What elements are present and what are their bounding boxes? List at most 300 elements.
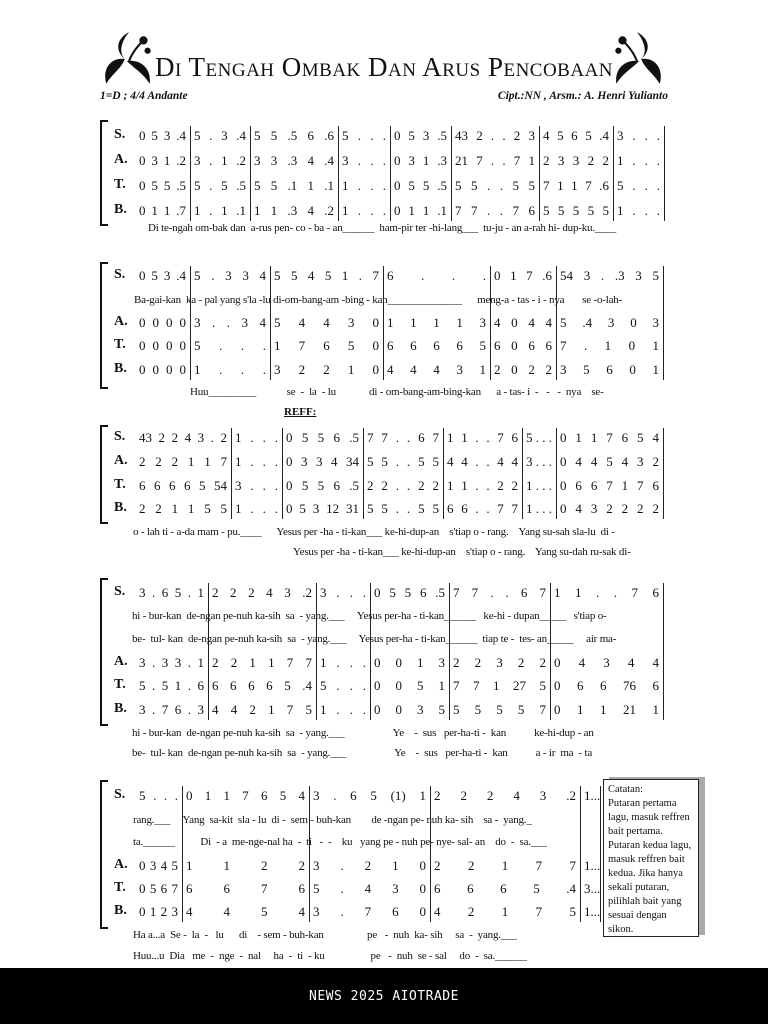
note: 1: [528, 153, 535, 168]
note: 4: [590, 454, 598, 469]
lyric-line: Yesus per -ha - ti-kan___ ke-hi-dup-an s'tiap o - rang. Yang su-dah ru-sak di-: [293, 546, 631, 558]
note: .: [209, 178, 213, 193]
lyric-line: Di te-ngah om-bak dan a-rus pen- co - ba - an______ ham-pir ter -hi-lang___ tu-ju - an a-rah hi- dup-ku.____: [148, 222, 617, 234]
note: .: [357, 178, 361, 193]
note: 7: [305, 655, 312, 670]
note: 21: [455, 153, 468, 168]
measure: [539, 178, 613, 194]
note: 2: [476, 128, 483, 143]
measure: [556, 478, 663, 494]
note: 7: [473, 678, 480, 693]
note: 7: [512, 203, 519, 218]
bar-line: [250, 126, 251, 221]
note: .4: [236, 128, 246, 143]
note: 0: [629, 362, 636, 377]
note: 0: [139, 128, 146, 143]
measure: [250, 203, 338, 219]
note: 7: [543, 178, 550, 193]
note: .: [274, 454, 278, 469]
note: .: [219, 338, 223, 353]
note: 6: [230, 678, 237, 693]
note: .: [382, 178, 386, 193]
note: 1: [417, 655, 424, 670]
note: 3: [617, 128, 624, 143]
note: 2: [497, 478, 504, 493]
note: 0: [139, 362, 146, 377]
note: 2: [367, 478, 374, 493]
measure: [522, 478, 556, 494]
part-label: S.: [114, 127, 126, 142]
note: 1: [438, 678, 445, 693]
note: .: [357, 203, 361, 218]
measure: [370, 585, 449, 601]
note: 4: [298, 904, 305, 919]
lyric-line: hi - bur-kan de-ngan pe-nuh ka-sih sa - yang.___ Ye - sus per-ha-ti - kan ke-hi-dup - an: [132, 727, 594, 739]
bar-line: [190, 266, 191, 380]
note: 7: [476, 153, 483, 168]
note: 4: [543, 128, 550, 143]
note: .: [357, 153, 361, 168]
note: 6: [418, 430, 425, 445]
measure: [135, 678, 208, 694]
note: 0: [139, 858, 146, 873]
note: 4: [323, 315, 330, 330]
note: 5: [569, 904, 576, 919]
note: 5: [404, 585, 412, 600]
note: 3: [438, 655, 445, 670]
note: 1: [526, 478, 533, 493]
note: 0: [286, 501, 293, 516]
note: 3: [312, 501, 320, 516]
note: 3: [603, 655, 610, 670]
note: 5: [317, 430, 325, 445]
note-text: Putaran pertama lagu, masuk reffren bait pertama. Putaran kedua lagu, masuk reffren bait kedua. Jika hanya sekali putaran, pilihlah bait yang sesuai dengan sikon.: [608, 798, 692, 935]
note: 5: [220, 501, 227, 516]
note: 2: [637, 501, 644, 516]
note: 2: [587, 153, 595, 168]
note: 7: [372, 268, 379, 283]
note: .7: [176, 203, 186, 218]
note: .: [152, 678, 156, 693]
note: 2: [434, 788, 441, 803]
note: 5: [528, 178, 535, 193]
note: .4: [582, 315, 593, 330]
note: 5: [370, 788, 377, 803]
measure: [370, 655, 449, 671]
note: .: [262, 454, 266, 469]
note: 5: [305, 702, 312, 717]
bar-line: [613, 126, 614, 221]
note: .3: [614, 268, 625, 283]
note: 3: [241, 315, 248, 330]
note: .6: [599, 178, 609, 193]
note: 3: [313, 858, 320, 873]
note: 5: [417, 678, 424, 693]
part-label: S.: [114, 267, 126, 282]
note: 3: [235, 478, 242, 493]
note: 5: [381, 454, 388, 469]
note: .: [370, 153, 374, 168]
measure: [135, 501, 231, 517]
measure: [430, 904, 580, 920]
bar-line: [338, 126, 339, 221]
note: 4: [184, 430, 192, 445]
measure: [556, 362, 663, 378]
measure: [490, 315, 556, 331]
note: 3: [590, 501, 598, 516]
note: 5: [194, 268, 201, 283]
note: 3: [557, 153, 565, 168]
note: .: [210, 430, 214, 445]
measure: [135, 268, 190, 284]
lyric-line: o - lah ti - a-da mam - pu.____ Yesus per -ha - ti-kan___ ke-hi-dup-an s'tiap o - rang. Yang su-sah sla-lu di -: [133, 526, 615, 538]
lyric-line: hi - bur-kan de-ngan pe-nuh ka-sih sa - yang.___ Yesus per-ha - ti-kan______ ke-hi - dupan_____ s'tiap o-: [132, 610, 607, 622]
note: 7: [298, 338, 306, 353]
note: 6: [590, 478, 598, 493]
note: 2: [621, 501, 629, 516]
note: .: [406, 430, 411, 445]
part-label: A.: [114, 654, 128, 669]
note: 5: [512, 178, 519, 193]
note: 0: [419, 904, 426, 919]
note: 5: [533, 881, 540, 896]
note: 6: [500, 881, 507, 896]
note: 6: [387, 268, 394, 283]
measure: [190, 315, 270, 331]
note: .: [486, 454, 490, 469]
note: 2: [155, 454, 162, 469]
note: 3: [254, 153, 261, 168]
bar-line: [556, 428, 557, 519]
note: .: [656, 128, 660, 143]
measure: [208, 678, 316, 694]
note: 6: [161, 585, 169, 600]
note: 3: [408, 153, 415, 168]
note: 4: [433, 362, 440, 377]
system-bracket: [100, 578, 108, 726]
note: .2: [302, 585, 312, 600]
measure: [539, 203, 613, 219]
note: 1: [268, 655, 275, 670]
note: .: [250, 478, 254, 493]
note: 7: [526, 268, 533, 283]
note: .: [535, 501, 539, 516]
note: 1: [510, 268, 517, 283]
note: .: [362, 678, 366, 693]
note: 7: [242, 788, 249, 803]
note: .: [349, 585, 353, 600]
note: .2: [566, 788, 576, 803]
note: 6: [467, 881, 474, 896]
note: 0: [628, 338, 636, 353]
note: 1: [617, 153, 624, 168]
note: 4: [575, 454, 582, 469]
note: 0: [372, 315, 379, 330]
note: 1: [461, 430, 468, 445]
note: 5: [557, 128, 564, 143]
measure: [430, 881, 580, 897]
note: 1: [204, 788, 212, 803]
system-bracket: [100, 425, 108, 524]
note: 0: [511, 338, 518, 353]
measure: [135, 338, 190, 354]
note: 1: [419, 788, 426, 803]
note: .: [226, 315, 230, 330]
note: 6: [392, 904, 399, 919]
measure: [522, 430, 556, 446]
note: .: [475, 478, 479, 493]
note: 5: [381, 501, 388, 516]
note: 2: [160, 904, 168, 919]
note: 0: [395, 678, 402, 693]
note: 3: [284, 585, 291, 600]
note: .4: [176, 128, 186, 143]
note: 3: [392, 881, 399, 896]
note: 0: [179, 362, 186, 377]
note: 0: [166, 362, 173, 377]
note: .5: [435, 585, 445, 600]
note: 7: [535, 858, 543, 873]
note: .: [487, 203, 491, 218]
note: 7: [220, 454, 227, 469]
note: 4: [259, 315, 266, 330]
measure: [580, 881, 600, 897]
note: .: [349, 655, 353, 670]
note: 6: [545, 338, 552, 353]
note: .: [174, 788, 178, 803]
measure: [539, 128, 613, 144]
part-label: S.: [114, 584, 126, 599]
note: 5: [526, 430, 533, 445]
bar-line: [663, 266, 664, 380]
note: 6: [323, 338, 330, 353]
note: 1: [577, 702, 584, 717]
note: 3: [221, 128, 228, 143]
note: 2: [652, 501, 659, 516]
note: 1: [320, 702, 327, 717]
measure: [135, 128, 190, 144]
note: 6: [212, 678, 219, 693]
note: 0: [394, 178, 401, 193]
note: 0: [286, 454, 293, 469]
note: 1: [501, 904, 509, 919]
measure: [135, 203, 190, 219]
measure: [182, 858, 309, 874]
note: 3: [139, 655, 146, 670]
note: 5: [317, 478, 325, 493]
note: 1: [584, 788, 591, 803]
note: 0: [554, 678, 561, 693]
note: .: [535, 454, 539, 469]
part-label: S.: [114, 787, 126, 802]
measure: [135, 585, 208, 601]
reff-label: REFF:: [284, 406, 317, 418]
measure: [208, 585, 316, 601]
note: 4: [364, 881, 372, 896]
bar-line: [390, 126, 391, 221]
note: 3: [163, 268, 171, 283]
measure: [550, 678, 663, 694]
note: 5: [254, 128, 261, 143]
note: 6: [154, 478, 161, 493]
lyric-line: Huu_________ se - la - lu di - om-bang-am-bing-kan a - tas- i - - - nya se-: [190, 386, 604, 398]
note: 0: [139, 315, 146, 330]
note: .: [382, 203, 386, 218]
bar-line: [182, 786, 183, 922]
note: 2: [467, 858, 475, 873]
note: 0: [166, 315, 173, 330]
note: 1: [221, 203, 228, 218]
note: 5: [199, 478, 206, 493]
note: 6: [652, 478, 659, 493]
note: 5: [270, 178, 278, 193]
measure: [190, 338, 270, 354]
measure: [309, 904, 430, 920]
note: 43: [139, 430, 152, 445]
note: 6: [528, 338, 535, 353]
measure: [613, 203, 664, 219]
measure: [135, 362, 190, 378]
note: .: [362, 702, 366, 717]
note: 1: [187, 454, 195, 469]
note: 4: [298, 315, 306, 330]
note: .: [406, 478, 411, 493]
note: 5: [474, 702, 482, 717]
note: 4: [230, 702, 238, 717]
part-label: B.: [114, 903, 127, 918]
note: 4: [575, 501, 582, 516]
part-label: A.: [114, 314, 128, 329]
measure: [135, 858, 182, 874]
note: .: [486, 430, 490, 445]
note: 6: [174, 702, 182, 717]
bar-line: [663, 428, 664, 519]
measure: [182, 881, 309, 897]
measure: [580, 858, 600, 874]
measure: [390, 153, 451, 169]
note: .: [542, 430, 546, 445]
measure: [135, 454, 231, 470]
note: 2: [248, 585, 255, 600]
note: .: [597, 904, 601, 919]
note: 7: [511, 501, 518, 516]
note: .: [593, 881, 597, 896]
note: 5: [194, 338, 201, 353]
note: 2: [381, 478, 388, 493]
note: 2: [155, 501, 162, 516]
note: .: [340, 904, 344, 919]
note: 6: [575, 478, 582, 493]
note: 2: [517, 655, 525, 670]
note: .: [211, 268, 215, 283]
note: 5: [313, 881, 320, 896]
measure: [449, 655, 550, 671]
note: 1: [501, 858, 509, 873]
note: 5: [606, 454, 613, 469]
note: 6: [197, 678, 204, 693]
note: .: [395, 430, 400, 445]
note: .: [590, 881, 594, 896]
note: .: [406, 501, 411, 516]
measure: [383, 362, 490, 378]
note: .: [187, 678, 191, 693]
note: 0: [374, 655, 381, 670]
bar-line: [522, 428, 523, 519]
note: 7: [569, 858, 576, 873]
measure: [231, 501, 282, 517]
note: 7: [286, 702, 294, 717]
note: .: [644, 203, 648, 218]
measure: [135, 881, 182, 897]
note: 1: [204, 454, 211, 469]
note: 3: [417, 702, 424, 717]
note: .: [499, 178, 503, 193]
note: .: [336, 702, 340, 717]
note: 1: [447, 478, 454, 493]
note: 6: [139, 478, 146, 493]
note: 6: [461, 501, 468, 516]
system-bracket: [100, 780, 108, 929]
measure: [443, 430, 522, 446]
note: .: [475, 454, 479, 469]
note: .: [535, 430, 539, 445]
note: 5: [174, 585, 182, 600]
note: 76: [623, 678, 636, 693]
measure: [613, 178, 664, 194]
note: 2: [511, 478, 518, 493]
note: .: [340, 881, 344, 896]
note: 3: [320, 585, 327, 600]
note: .: [370, 203, 374, 218]
measure: [282, 430, 363, 446]
note: 3: [584, 881, 591, 896]
note: .: [502, 128, 506, 143]
note: 6: [511, 430, 518, 445]
note: 5: [587, 203, 595, 218]
bar-line: [208, 583, 209, 720]
note: 2: [539, 655, 546, 670]
lyric-line: Ba-gai-kan ka - pal yang s'la -lu di-om-bang-am -bing - kan______________ meng-a - tas - i - nya se -o-lah-: [134, 294, 623, 306]
lyric-line: Ha a...a Se - la - lu di - sem - buh-kan pe - nuh ka- sih sa - yang.___: [133, 929, 517, 941]
measure: [135, 702, 208, 718]
note: .: [505, 585, 509, 600]
measure: [208, 702, 316, 718]
measure: [250, 178, 338, 194]
note: 0: [419, 881, 426, 896]
note: 5: [543, 203, 550, 218]
note: 3: [635, 268, 642, 283]
note: 2: [467, 904, 475, 919]
note: 3: [526, 454, 533, 469]
note: .1: [287, 178, 298, 193]
note: 4: [266, 585, 273, 600]
note: 1: [221, 153, 228, 168]
note: 54: [214, 478, 227, 493]
note: 4: [652, 655, 659, 670]
note: 3: [560, 362, 567, 377]
note: 5: [194, 178, 201, 193]
note: 5: [367, 454, 374, 469]
note: 31: [346, 501, 359, 516]
note: 4: [494, 315, 501, 330]
note: 6: [223, 881, 230, 896]
note: .: [370, 128, 374, 143]
note: .: [274, 430, 278, 445]
note: 6: [419, 585, 427, 600]
bar-line: [449, 583, 450, 720]
note: 3: [539, 788, 547, 803]
note: 6: [520, 585, 528, 600]
